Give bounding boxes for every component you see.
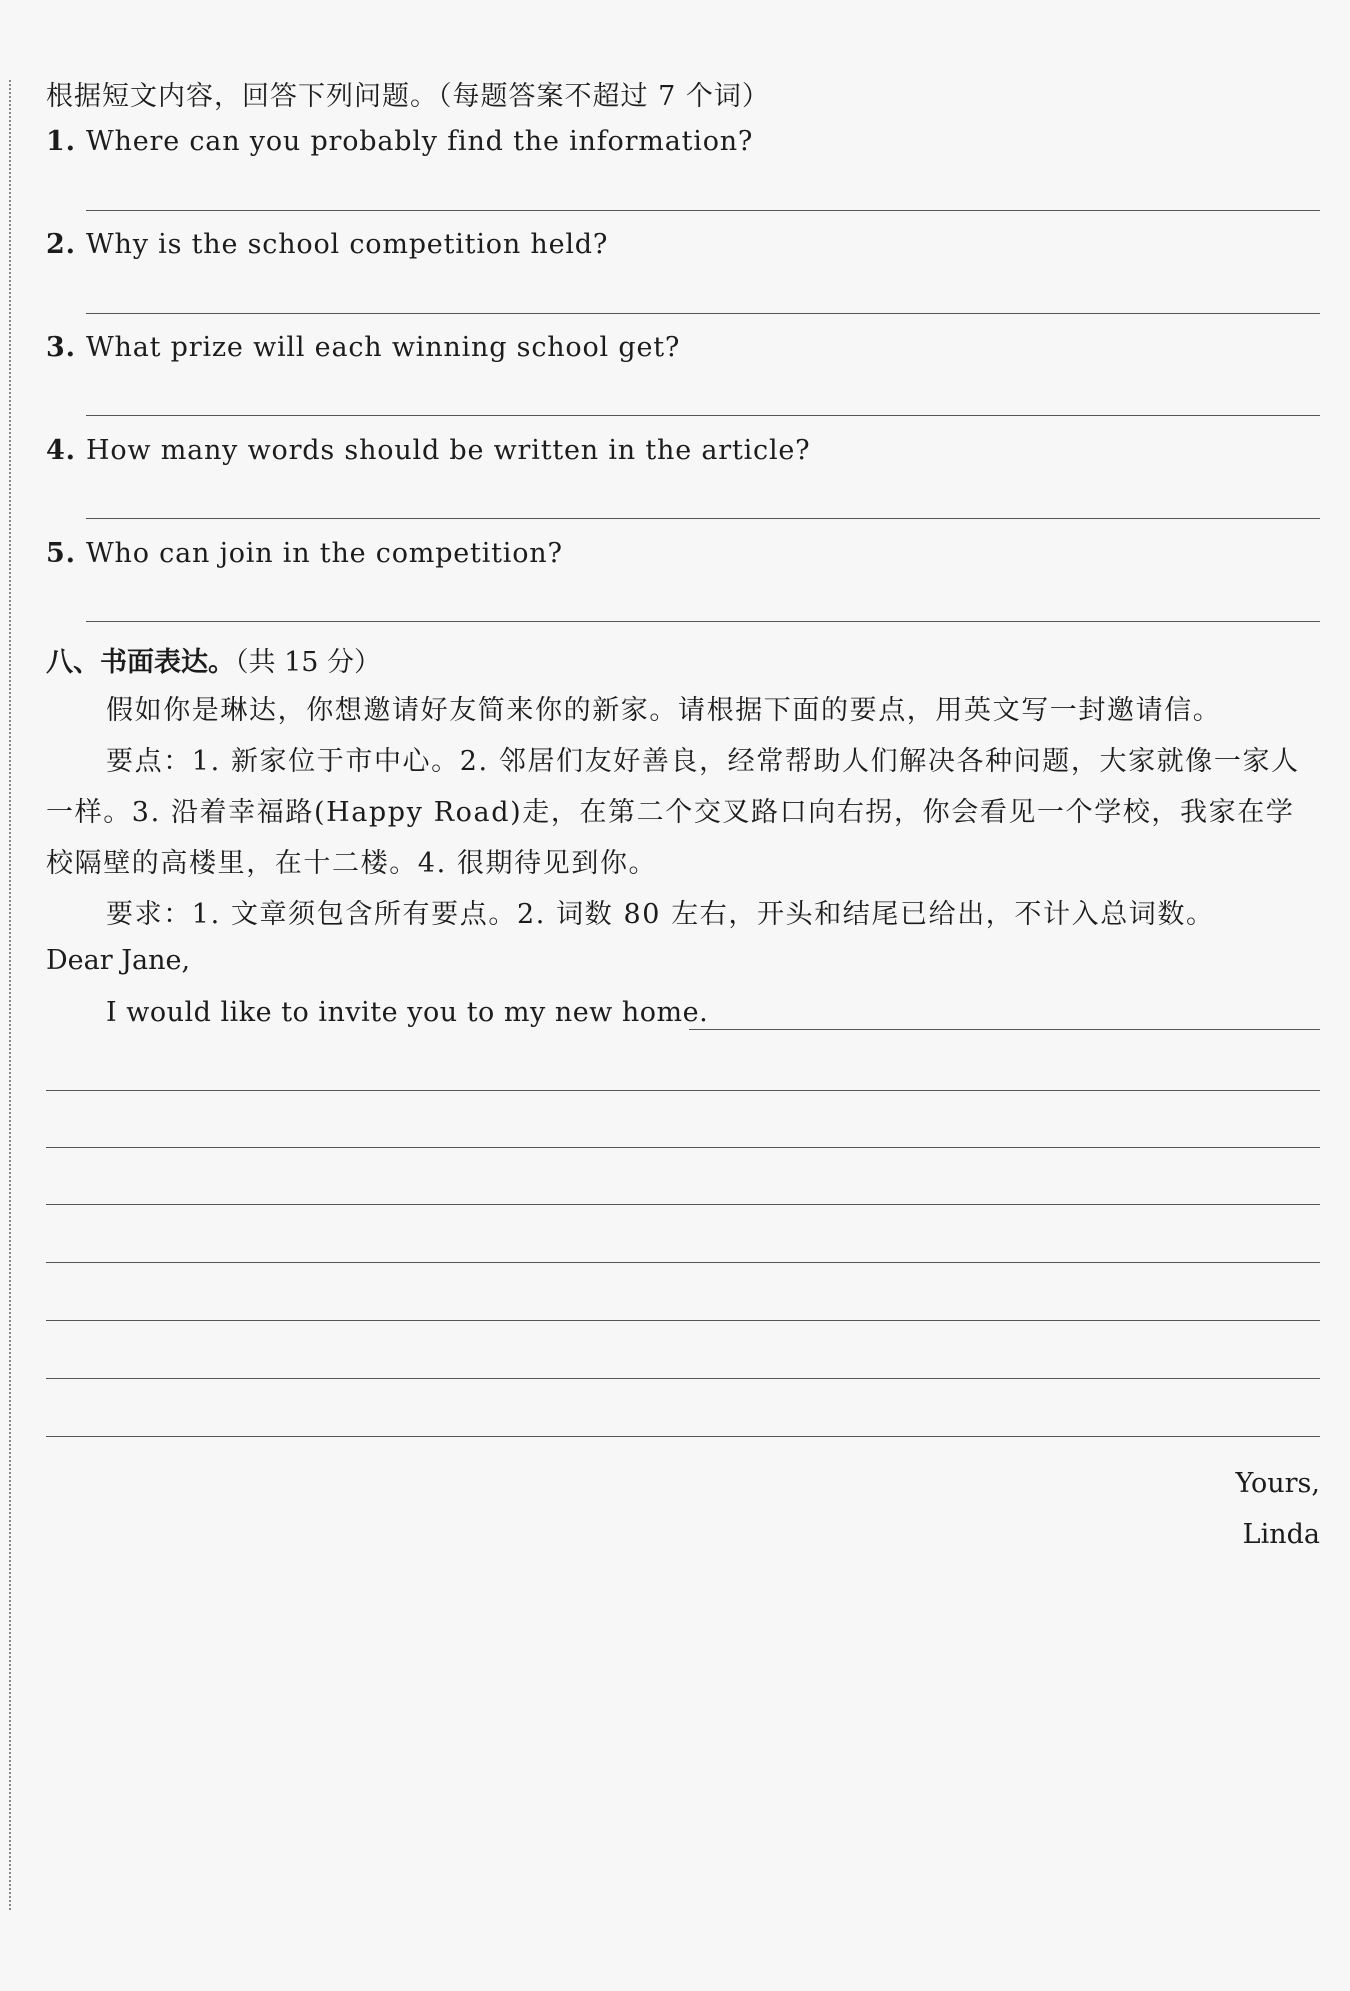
letter-salutation: Dear Jane, (46, 945, 191, 976)
writing-line[interactable] (46, 1436, 1320, 1437)
key-points: 要点：1. 新家位于市中心。2. 邻居们友好善良，经常帮助人们解决各种问题，大家就像一家人一样。3. 沿着幸福路(Happy Road)走，在第二个交叉路口向右拐，你会看见一个学校，我家在学校隔壁的高楼里，在十二楼。4. 很期待见到你。 (46, 746, 1300, 879)
writing-line[interactable] (46, 1262, 1320, 1263)
question-number: 4. (46, 435, 76, 466)
writing-line[interactable] (46, 1378, 1320, 1379)
question-3 (46, 332, 680, 363)
margin-dotted-rule (9, 80, 11, 1910)
question-text: Why is the school competition held? (86, 229, 609, 260)
question-number: 5. (46, 538, 76, 569)
letter-closing: Yours, (1235, 1468, 1320, 1499)
question-number: 2. (46, 229, 76, 260)
section-score: （共 15 分） (235, 647, 382, 678)
question-4 (46, 435, 810, 466)
writing-line[interactable] (46, 1320, 1320, 1321)
answer-line-5[interactable] (86, 621, 1320, 622)
letter-opening: I would like to invite you to my new home. (106, 997, 709, 1028)
question-text: Who can join in the competition? (86, 538, 563, 569)
answer-line-4[interactable] (86, 518, 1320, 519)
question-number: 1. (46, 126, 76, 157)
answer-line-3[interactable] (86, 415, 1320, 416)
answer-line-1[interactable] (86, 210, 1320, 211)
writing-prompt: 假如你是琳达，你想邀请好友简来你的新家。请根据下面的要点，用英文写一封邀请信。 (106, 695, 1222, 726)
requirements: 要求：1. 文章须包含所有要点。2. 词数 80 左右，开头和结尾已给出，不计入总词数。 (106, 899, 1215, 930)
writing-line[interactable] (46, 1147, 1320, 1148)
writing-line-opening[interactable] (689, 1029, 1320, 1030)
question-5 (46, 538, 563, 569)
question-text: How many words should be written in the article? (86, 435, 811, 466)
reading-instruction: 根据短文内容，回答下列问题。（每题答案不超过 7 个词） (46, 81, 770, 112)
question-text: What prize will each winning school get? (86, 332, 681, 363)
writing-section-title (46, 640, 381, 679)
question-1 (46, 126, 753, 157)
question-2 (46, 229, 608, 260)
section-heading: 八、书面表达。 (46, 647, 235, 678)
writing-line[interactable] (46, 1204, 1320, 1205)
writing-line[interactable] (46, 1090, 1320, 1091)
letter-signature: Linda (1242, 1519, 1320, 1550)
answer-line-2[interactable] (86, 313, 1320, 314)
question-text: Where can you probably find the information? (86, 126, 754, 157)
question-number: 3. (46, 332, 76, 363)
